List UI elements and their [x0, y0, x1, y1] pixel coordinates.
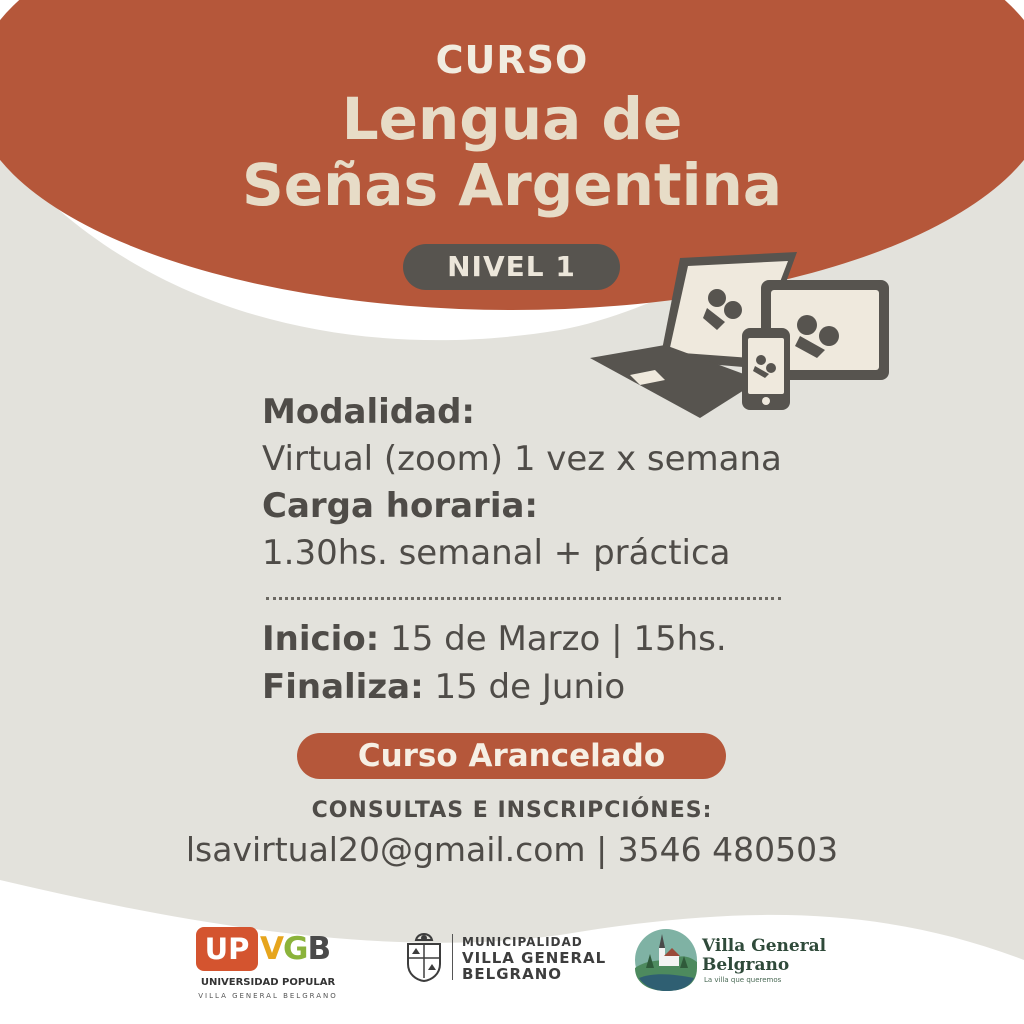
muni-big-line1: VILLA GENERAL	[462, 949, 607, 967]
inicio-line	[262, 617, 727, 661]
vgb-logo-text	[260, 925, 330, 973]
muni-label-small: MUNICIPALIDAD	[462, 935, 583, 949]
vgb-b: B	[307, 931, 331, 967]
phone-icon	[742, 328, 790, 410]
fee-badge: Curso Arancelado	[297, 733, 726, 779]
modalidad-label: Modalidad:	[262, 392, 475, 432]
course-label: CURSO	[435, 38, 589, 82]
village-emblem-icon	[634, 928, 698, 992]
vgb-name-line1: Villa General	[702, 936, 827, 956]
vgb-g: G	[283, 931, 308, 967]
up-name: UNIVERSIDAD POPULAR	[200, 977, 336, 988]
inicio-value: 15 de Marzo | 15hs.	[390, 619, 727, 659]
carga-horaria-value: 1.30hs. semanal + práctica	[262, 533, 731, 573]
finaliza-label: Finaliza:	[262, 667, 424, 707]
dotted-divider	[266, 597, 781, 600]
vgb-v: V	[260, 931, 283, 967]
municipalidad-logo	[402, 930, 617, 986]
level-badge: NIVEL 1	[403, 244, 620, 290]
finaliza-line	[262, 665, 625, 709]
logo-separator	[452, 934, 453, 980]
muni-label-big	[462, 950, 606, 982]
contact-heading: CONSULTAS E INSCRIPCIÓNES:	[311, 798, 713, 823]
muni-big-line2: BELGRANO	[462, 965, 563, 983]
devices-illustration	[585, 250, 895, 420]
modalidad-value: Virtual (zoom) 1 vez x semana	[262, 439, 782, 479]
contact-line: lsavirtual20@gmail.com | 3546 480503	[185, 830, 839, 869]
up-place: VILLA GENERAL BELGRANO	[198, 992, 338, 1000]
universidad-popular-logo	[196, 925, 340, 1005]
vgb-tagline: La villa que queremos	[704, 976, 782, 984]
course-title-line2: Señas Argentina	[242, 151, 782, 219]
carga-horaria-label: Carga horaria:	[262, 486, 539, 526]
inicio-label: Inicio:	[262, 619, 380, 659]
finaliza-value: 15 de Junio	[434, 667, 626, 707]
vgb-name-line2: Belgrano	[702, 955, 790, 975]
municipal-seal-icon	[402, 930, 446, 982]
course-title-line1: Lengua de	[341, 85, 683, 153]
villa-general-belgrano-logo	[634, 928, 827, 992]
up-logo-box: UP	[196, 927, 258, 971]
